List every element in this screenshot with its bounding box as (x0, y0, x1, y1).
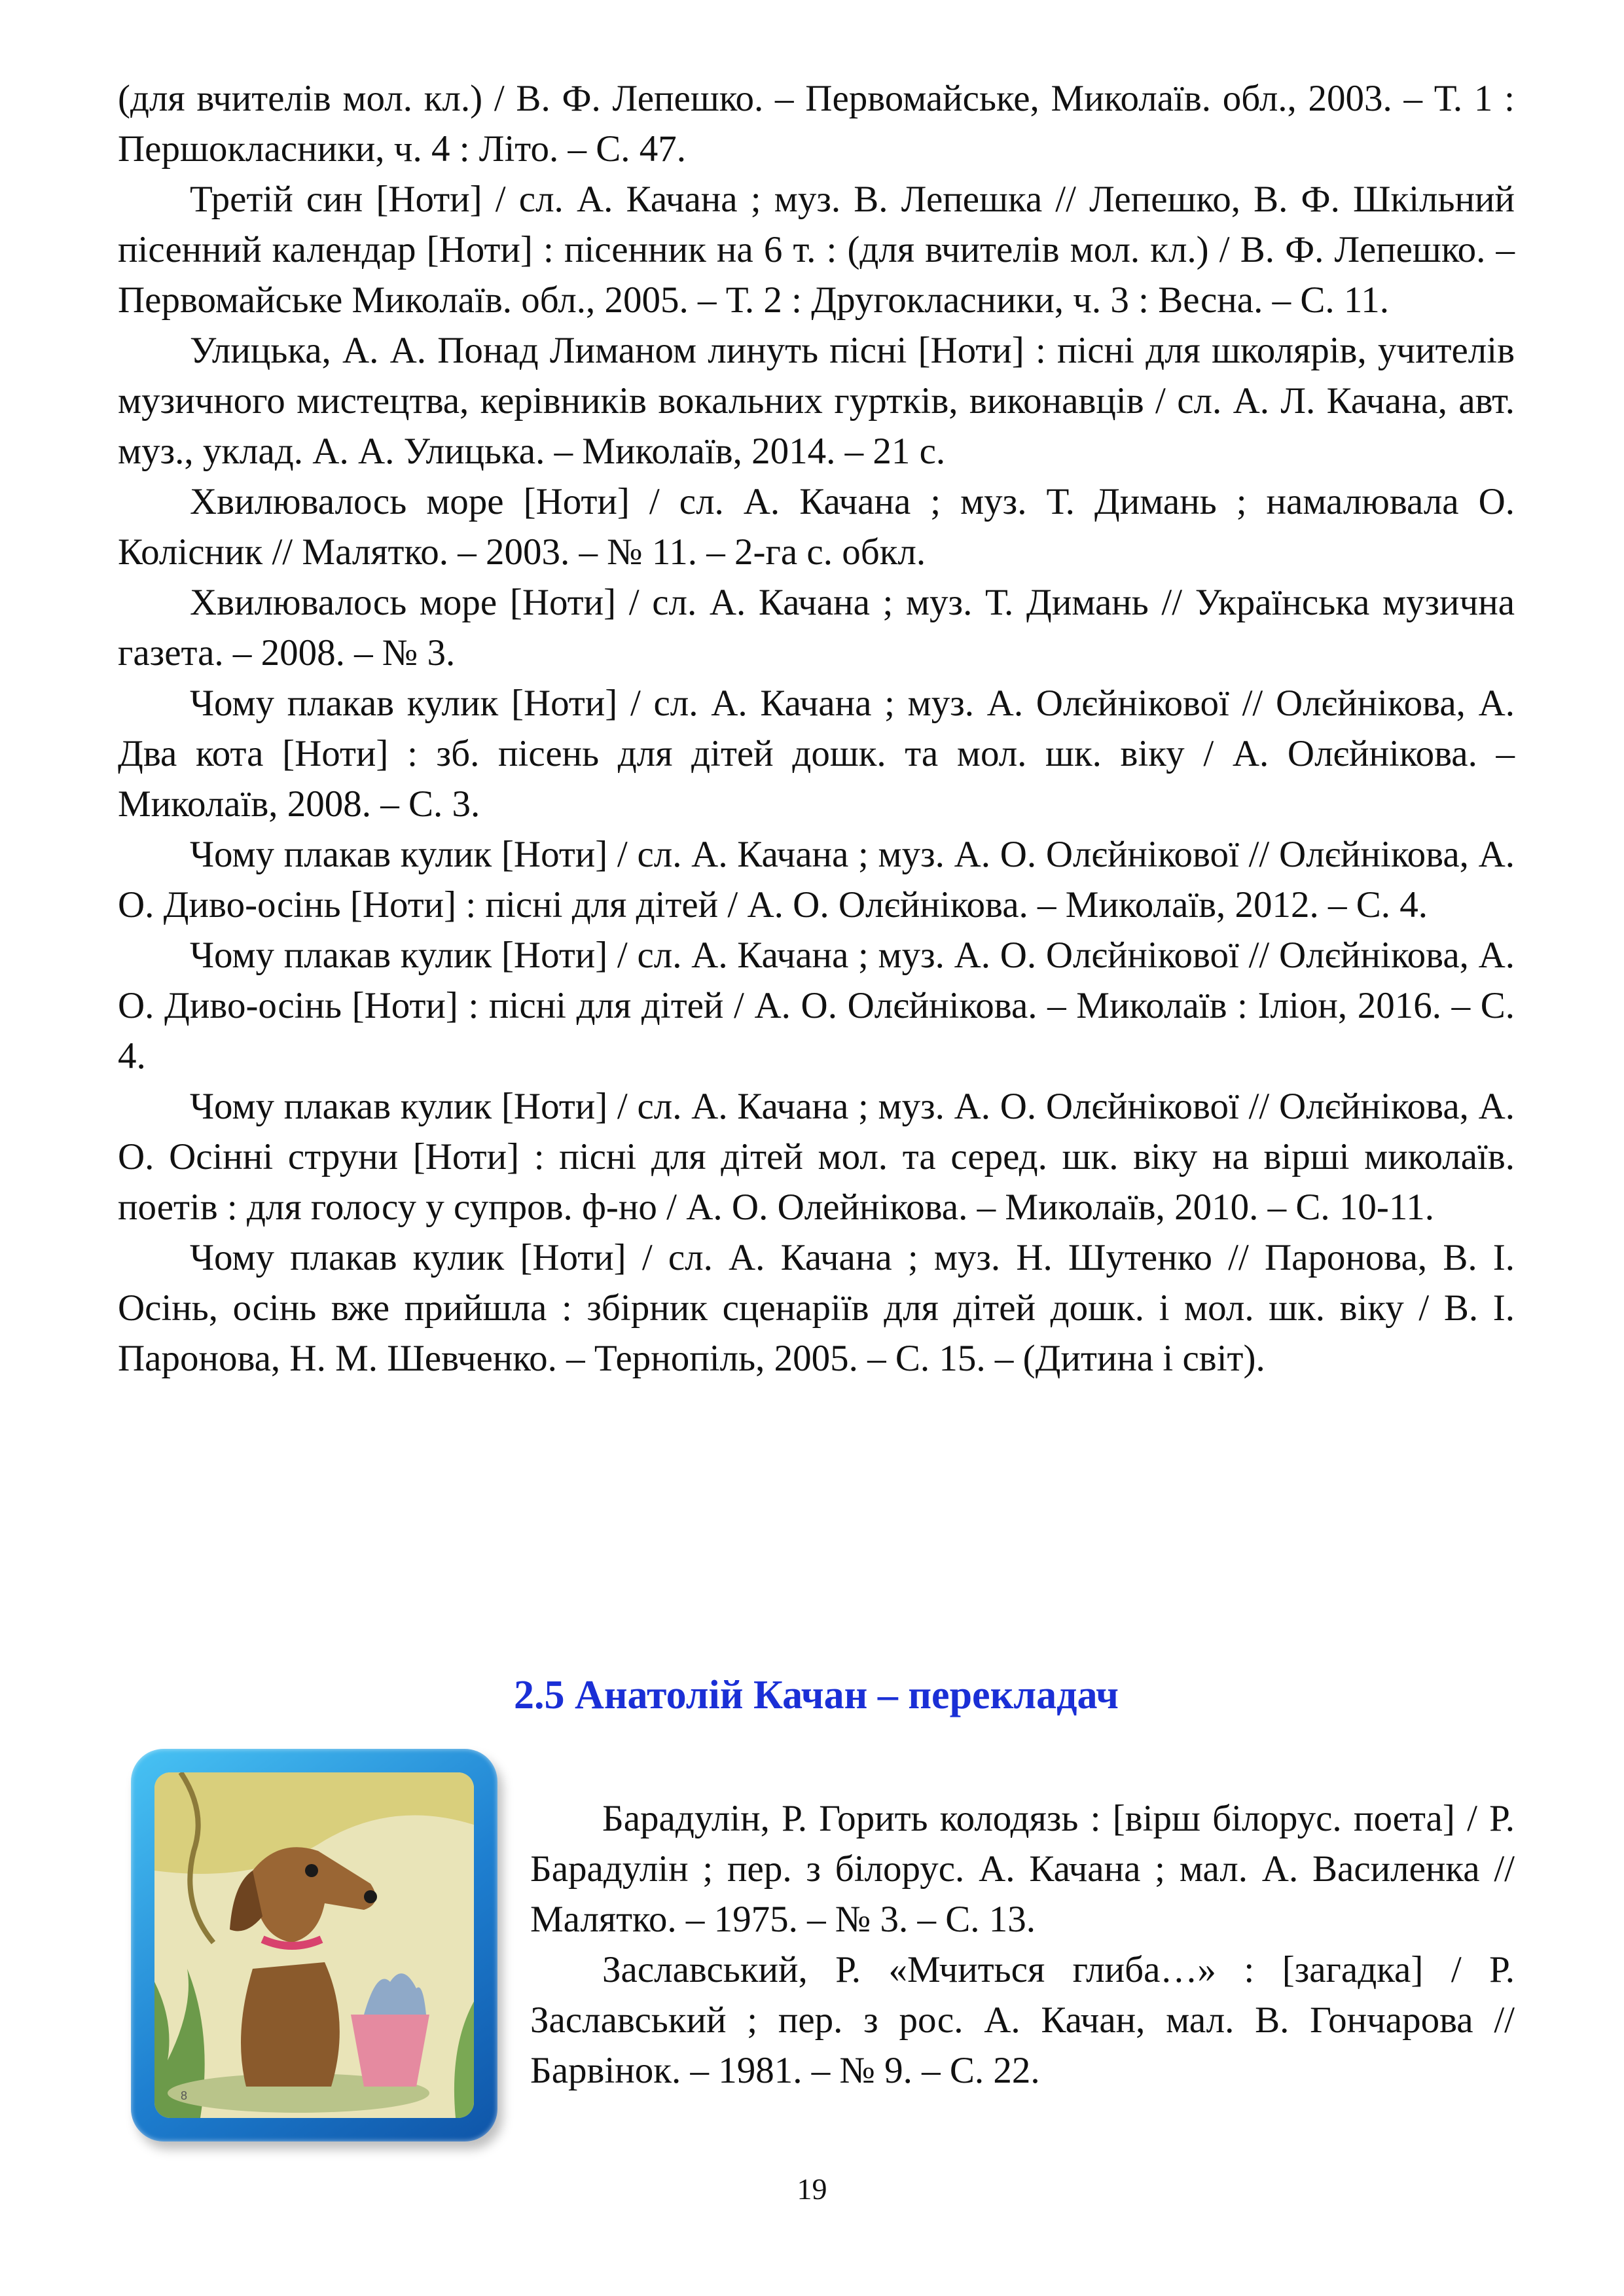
dog-illustration (154, 1772, 474, 2118)
illustration-frame (131, 1749, 497, 2142)
entry: Хвилювалось море [Ноти] / сл. А. Качана ; муз. Т. Димань ; намалювала О. Колісник // Малятко. – 2003. – № 11. – 2-га с. обкл. (118, 481, 1515, 573)
section-heading: 2.5 Анатолій Качан – перекладач (514, 1673, 1119, 1717)
entry: Чому плакав кулик [Ноти] / сл. А. Качана ; муз. Н. Шутенко // Паронова, В. І. Осінь, осінь вже прийшла : збірник сценаріїв для дітей дошк. і мол. шк. віку / В. І. Паронова, Н. М. Шевченко. – Тернопіль, 2005. – С. 15. – (Дитина і світ). (118, 1237, 1515, 1379)
entry: Чому плакав кулик [Ноти] / сл. А. Качана ; муз. А. О. Олєйнікової // Олєйнікова, А. О. Диво-осінь [Ноти] : пісні для дітей / А. О. Олєйнікова. – Миколаїв : Іліон, 2016. – С. 4. (118, 935, 1515, 1077)
entry: Чому плакав кулик [Ноти] / сл. А. Качана ; муз. А. О. Олєйнікової // Олєйнікова, А. О. Осінні струни [Ноти] : пісні для дітей мол. та серед. шк. віку на вірші миколаїв. поетів : для голосу у супров. ф-но / А. О. Олейнікова. – Миколаїв, 2010. – С. 10-11. (118, 1086, 1515, 1228)
entry: Заславський, Р. «Мчиться глиба…» : [загадка] / Р. Заславський ; пер. з рос. А. Качан, мал. В. Гончарова // Барвінок. – 1981. – № 9. – С. 22. (530, 1949, 1515, 2091)
entry: Чому плакав кулик [Ноти] / сл. А. Качана ; муз. А. О. Олєйнікової // Олєйнікова, А. О. Диво-осінь [Ноти] : пісні для дітей / А. О. Олєйнікова. – Миколаїв, 2012. – С. 4. (118, 834, 1515, 925)
entry: Чому плакав кулик [Ноти] / сл. А. Качана ; муз. А. Олєйнікової // Олєйнікова, А. Два кота [Ноти] : зб. пісень для дітей дошк. та мол. шк. віку / А. Олєйнікова. – Миколаїв, 2008. – С. 3. (118, 683, 1515, 825)
page-number: 19 (797, 2172, 827, 2206)
entry: (для вчителів мол. кл.) / В. Ф. Лепешко. – Первомайське, Миколаїв. обл., 2003. – Т. 1 : Першокласники, ч. 4 : Літо. – С. 47. (118, 78, 1515, 170)
entry: Третій син [Ноти] / сл. А. Качана ; муз. В. Лепешка // Лепешко, В. Ф. Шкільний пісенний календар [Ноти] : пісенник на 6 т. : (для вчителів мол. кл.) / В. Ф. Лепешко. – Первомайське Миколаїв. обл., 2005. – Т. 2 : Другокласники, ч. 3 : Весна. – С. 11. (118, 179, 1515, 321)
entry: Барадулін, Р. Горить колодязь : [вірш білорус. поета] / Р. Барадулін ; пер. з білорус. А. Качана ; мал. А. Василенка // Малятко. – 1975. – № 3. – С. 13. (530, 1798, 1515, 1940)
bibliography-entries (118, 73, 1515, 1384)
illustration-corner-mark: 8 (181, 2089, 188, 2102)
translation-entries (530, 1793, 1515, 2096)
entry: Улицька, А. А. Понад Лиманом линуть пісні [Ноти] : пісні для школярів, учителів музичного мистецтва, керівників вокальних гуртків, виконавців / сл. А. Л. Качана, авт. муз., уклад. А. А. Улицька. – Миколаїв, 2014. – 21 с. (118, 330, 1515, 472)
entry: Хвилювалось море [Ноти] / сл. А. Качана ; муз. Т. Димань // Українська музична газета. – 2008. – № 3. (118, 582, 1515, 673)
